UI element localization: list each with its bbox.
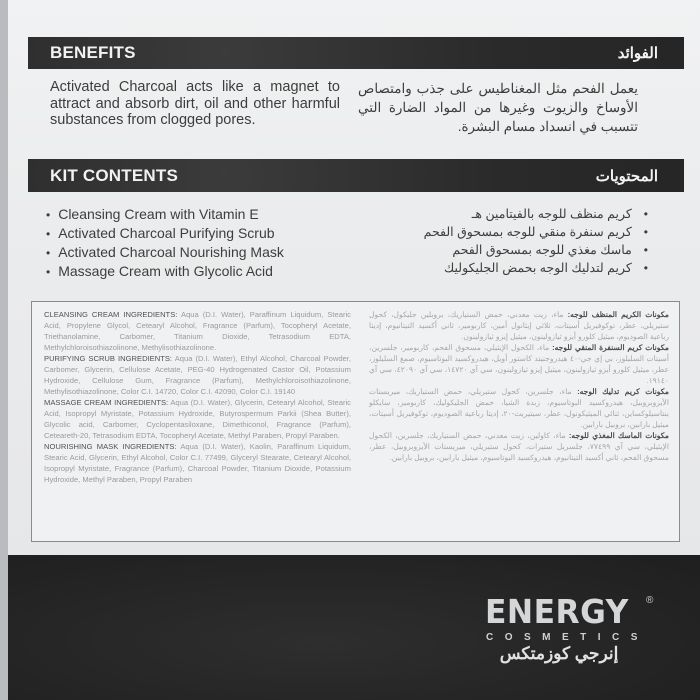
list-item: • Cleansing Cream with Vitamin E — [46, 205, 284, 224]
kit-contents-list-ar — [424, 205, 648, 277]
list-item: • ماسك مغذي للوجه بمسحوق الفحم — [424, 241, 648, 259]
list-item: • Activated Charcoal Purifying Scrub — [46, 224, 284, 243]
benefits-header-bar — [28, 37, 684, 69]
list-item: • كريم منظف للوجه بالفيتامين هـ — [424, 205, 648, 223]
ingredient-heading: MASSAGE CREAM INGREDIENTS: — [44, 398, 169, 407]
brand-name: ENERGY — [485, 592, 629, 631]
ingredient-heading: مكونات الماسك المغذي للوجه: — [568, 431, 669, 440]
benefits-text-ar: يعمل الفحم مثل المغناطيس على جذب وامتصاص الأوساخ والزيوت وغيرها من المواد الضارة التي تتسبب في انسداد مسام البشرة. — [358, 81, 638, 134]
ingredient-text: Aqua (D.I. Water), Kaolin, Paraffinum Liquidum, Stearic Acid, Glycerin, Ethyl Alcohol, Color C.I. 77499, Glyceryl Stearate, Cetearyl Alcohol, Isopropyl Myristate, Fragrance (Parfum), Charcoal Powder, Titanium Dioxide, Potassium Hydroxide, Methyl Paraben, Propyl Paraben — [44, 442, 351, 484]
ingredient-text: ماء، زيت معدني، حمض الستياريك، بروبلين جليكول، كحول ستيريلي، عطر، توكوفيريل أسيتات، ثلاثي إيثانول أمين، كاربومير، ثاني أكسيد التيتانيوم، إديتا رباعية الصوديوم، ميثيل كلورو أيزو ثيازولينون، ميثيل إيزو ثيازولينون. — [369, 310, 669, 341]
ingredient-text: Aqua (D.I. Water), Ethyl Alcohol, Charcoal Powder, Carbomer, Glycerin, Cellulose Acetate, PEG-40 Hydrogenated Castor Oil, Potassium Hydroxide, Cellulose Gum, Fragrance (Parfum), Methylchloroisothiazolinone, Methylisothiazolinone, Color C.I. 14720, Color C.I. 42090, Color C.I. 19140 — [44, 354, 351, 396]
list-item: • Massage Cream with Glycolic Acid — [46, 262, 284, 281]
ingredient-heading: CLEANSING CREAM INGREDIENTS: — [44, 310, 178, 319]
benefits-heading-ar: الفوائد — [617, 45, 658, 62]
package-edge — [0, 0, 8, 700]
ingredient-text: ماء، جلسرين، كحول ستيريلي، حمض الستياريك، ميريستات الأيزوبروبيل، هيدروكسيد البوتاسيوم، زبدة الشيا، حمض الجليكوليك، كاربومير، سايكلو بنتاسيلوكساين، ثنائي الميثيكونول، عطر، سيتيريث-٢٠، إديتا رباعية الصوديوم، توكوفيريل أسيتات، ميثيل بارابين، بروبيل بارابين. — [369, 387, 669, 429]
registered-mark-icon: ® — [646, 595, 654, 606]
ingredients-box — [31, 301, 680, 542]
ingredient-text: ماء، الكحول الإيثيلي، مسحوق الفحم، كاربومير، جلسرين، أسيتات السليلوز، بي إي جي-٤٠ هيدروجنيتد كاستور أويل، هيدروكسيد البوتاسيوم، صمغ السليلوز، عطر، ميثيل كلورو أيزو ثيازولينون، ميثيل إيزو ثيازولينون، سي آي ١٤٧٢٠، سي آي ٤٢٠٩٠، سي آي ١٩١٤٠. — [369, 343, 669, 385]
brand-logo — [480, 592, 670, 672]
kit-contents-heading-en: KIT CONTENTS — [50, 165, 179, 185]
ingredient-heading: PURIFYING SCRUB INGREDIENTS: — [44, 354, 173, 363]
ingredient-heading: NOURISHING MASK INGREDIENTS: — [44, 442, 177, 451]
list-item: • Activated Charcoal Nourishing Mask — [46, 243, 284, 262]
ingredient-heading: مكونات كريم السنفرة المنقي للوجه: — [552, 343, 669, 352]
ingredients-ar — [369, 309, 669, 463]
ingredient-heading: مكونات الكريم المنظف للوجه: — [567, 310, 669, 319]
list-item: • كريم سنفرة منقي للوجه بمسحوق الفحم — [424, 223, 648, 241]
ingredients-en — [44, 309, 351, 485]
ingredient-heading: مكونات كريم تدليك الوجه: — [577, 387, 669, 396]
list-item: • كريم لتدليك الوجه بحمض الجليكوليك — [424, 259, 648, 277]
benefits-heading-en: BENEFITS — [50, 43, 136, 62]
benefits-text-en: Activated Charcoal acts like a magnet to attract and absorb dirt, oil and other harmful substances from clogged pores. — [50, 79, 340, 128]
brand-name-ar: إنرجي كوزمتكس — [499, 644, 619, 663]
ingredient-text: Aqua (D.I. Water), Paraffinum Liquidum, Stearic Acid, Propylene Glycol, Cetearyl Alcohol, Fragrance (Parfum), Tocopheryl Acetate, Triethanolamine, Carbomer, Titanium Dioxide, Tetrasodium EDTA, Methylchloroisothiazolinone, Methylisothiazolinone. — [44, 310, 351, 352]
ingredient-text: ماء، كاولين، زيت معدني، حمض الستياريك، جلسرين، الكحول الإيثيلي، سي آي ٧٧٤٩٩، جلسريل ستيرات، كحول ستيريلي، ميريستات الأيزوبروبيل، عطر، مسحوق الفحم، ثاني أكسيد التيتانيوم، هيدروكسيد البوتاسيوم، ميثيل بارابين، بروبيل بارابين. — [369, 431, 669, 462]
kit-contents-header-bar — [28, 159, 684, 192]
ingredient-text: Aqua (D.I. Water), Glycerin, Cetearyl Alcohol, Stearic Acid, Isopropyl Myristate, Potassium Hydroxide, Butyrospermum Parkii (Shea Butter), Glycolic acid, Carbomer, Cyclopentasiloxane, Dimethiconol, Fragrance (Parfum), Ceteareth-20, Tetrasodium EDTA, Tocopheryl Acetate, Methyl Paraben, Propyl Paraben. — [44, 398, 351, 440]
brand-subtitle: COSMETICS — [486, 632, 649, 643]
kit-contents-list-en — [46, 205, 284, 281]
kit-contents-heading-ar: المحتويات — [595, 167, 658, 185]
